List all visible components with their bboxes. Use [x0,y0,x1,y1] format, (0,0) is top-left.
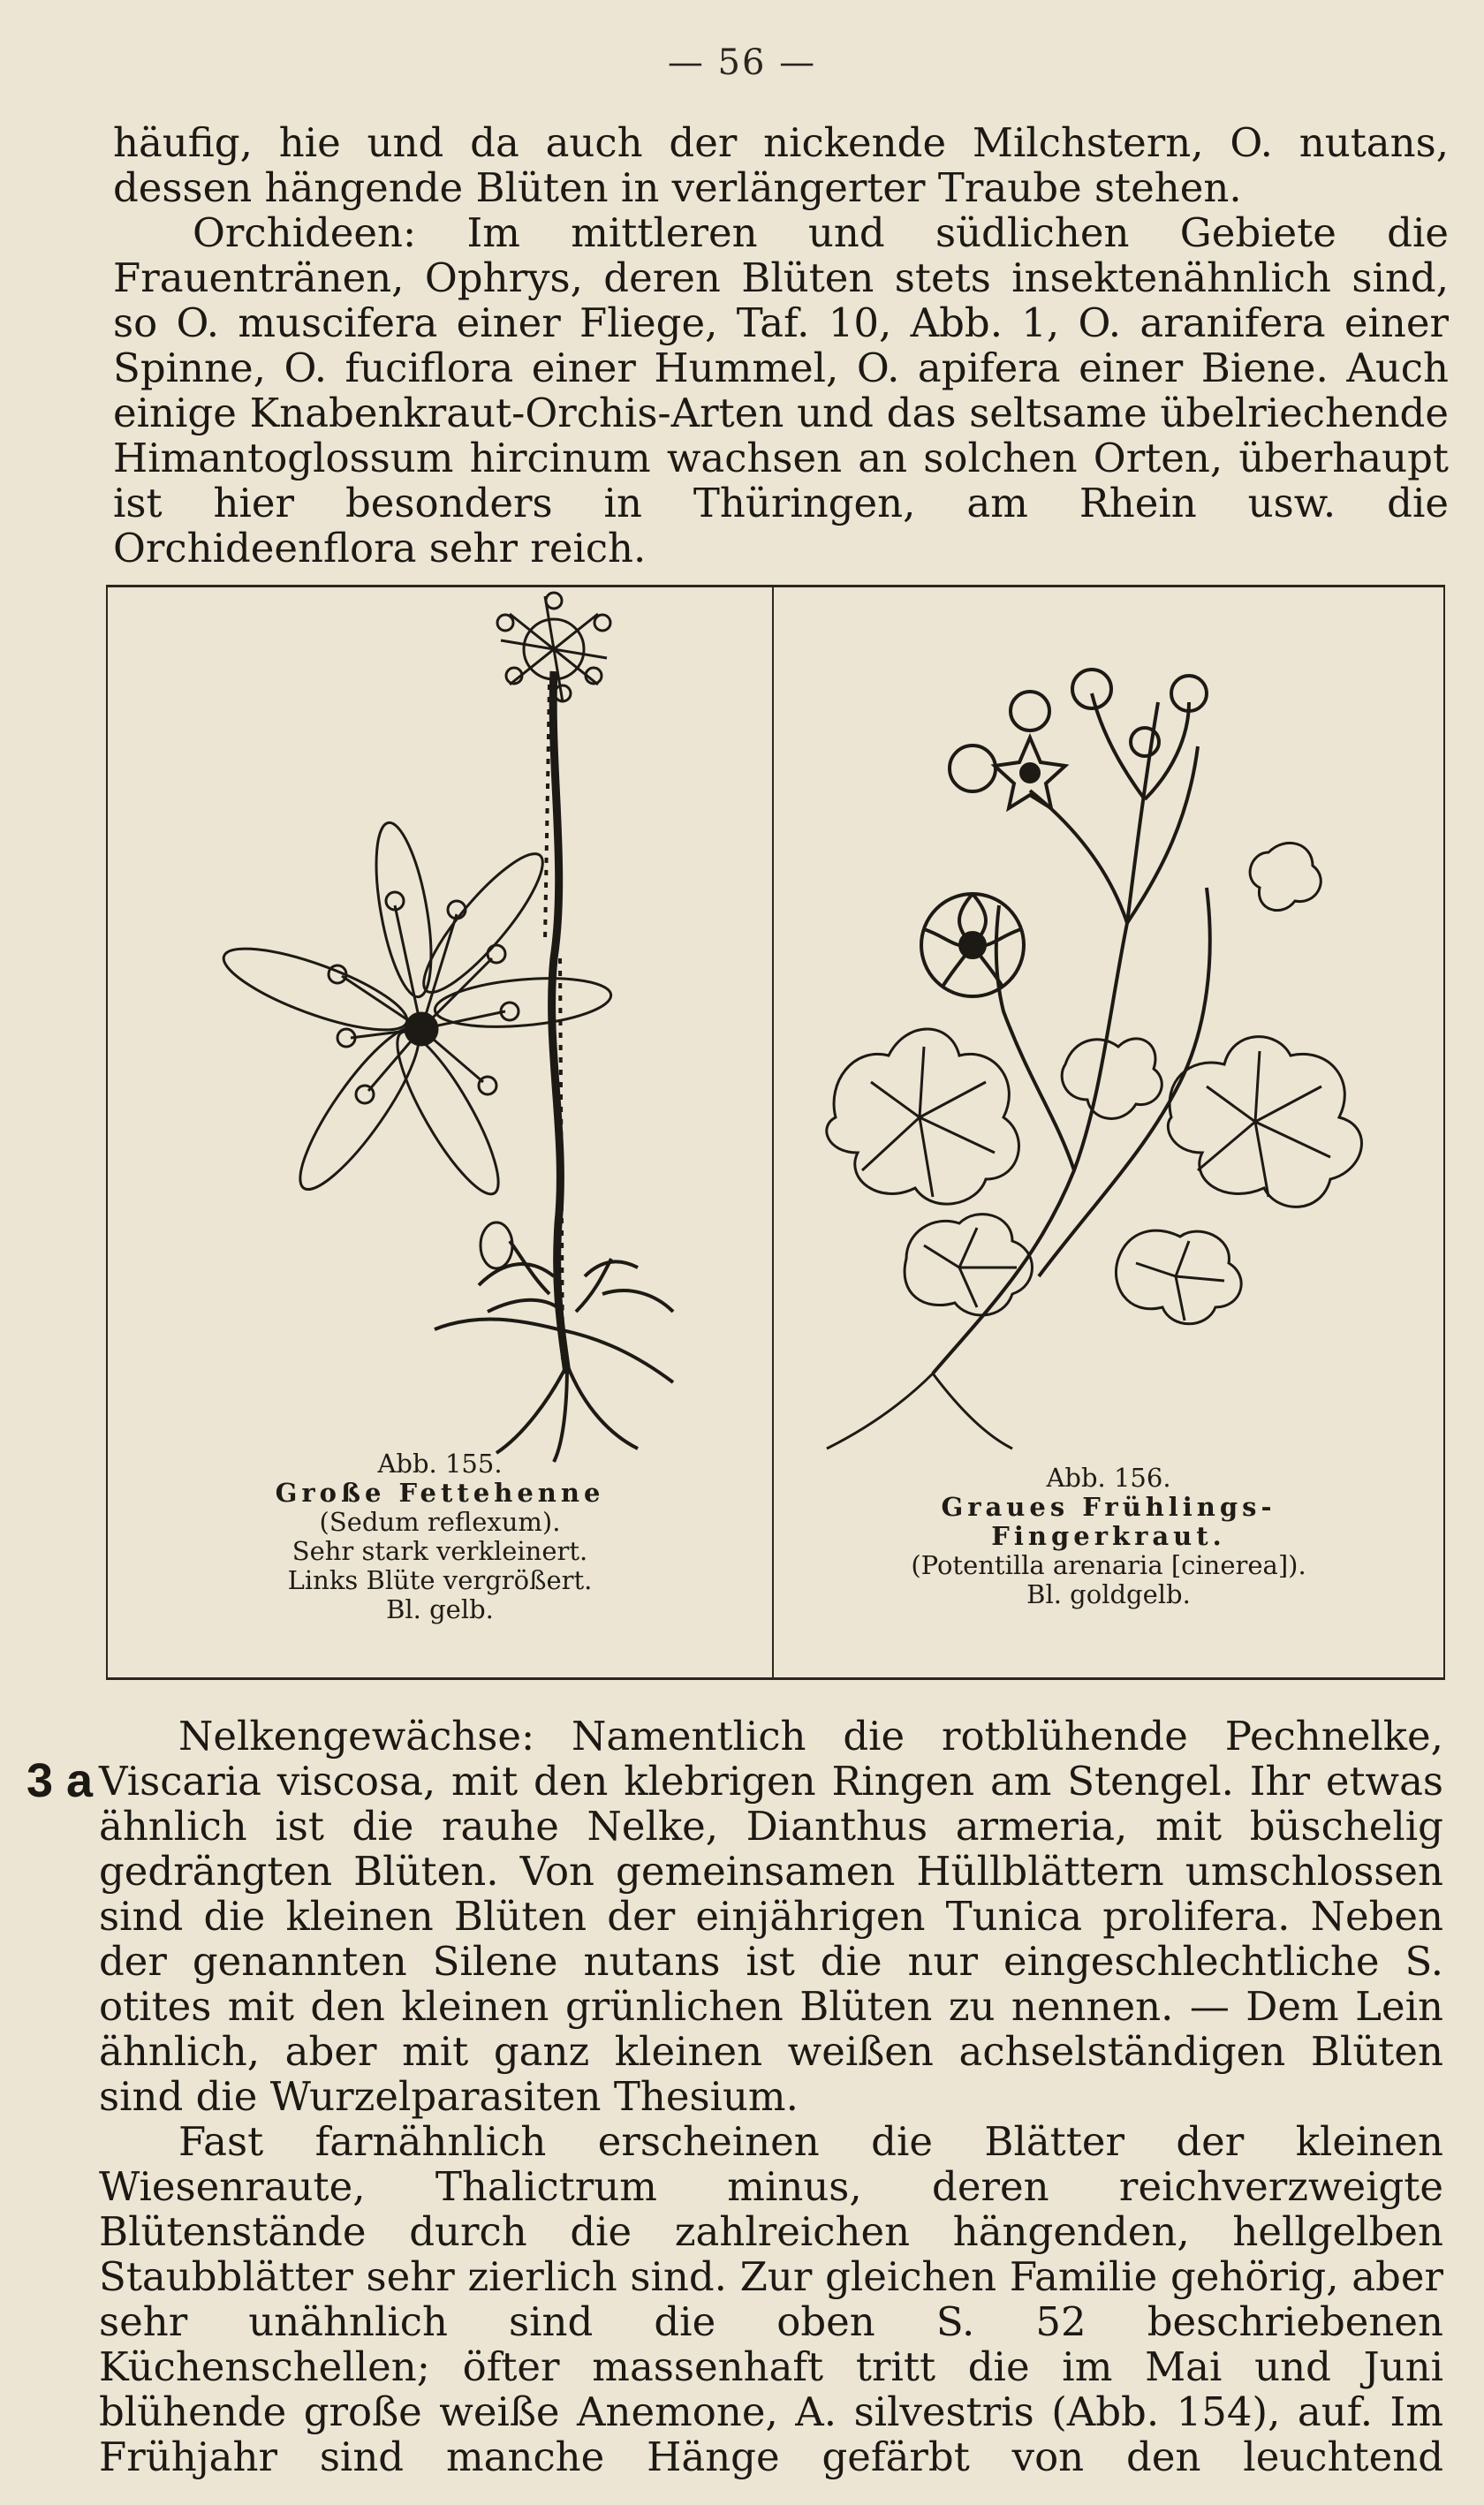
figure-number-left: Abb. 155. [377,1449,503,1479]
top-text-block [113,120,1449,571]
figure-name-left: Große Fettehenne [275,1478,605,1508]
margin-section-mark: 3 a [26,1754,94,1807]
figure-note-enlarged: Links Blüte vergrößert. [287,1565,593,1595]
figure-latin-left: (Sedum reflexum). [319,1507,561,1537]
figure-color-right: Bl. goldgelb. [1026,1579,1191,1609]
sedum-illustration [108,587,772,1480]
page-number: — 56 — [667,42,817,83]
paragraph-orchideen: Orchideen: Im mittleren und südlichen Gebiete die Frauentränen, Ophrys, deren Blüten stets insektenähnlich sind, so O. muscifera einer Fliege, Taf. 10, Abb. 1, O. aranifera einer Spinne, O. fuciflora einer Hummel, O. apifera einer Biene. Auch einige Knabenkraut-Orchis-Arten und das seltsame übelriechende Himantoglossum hircinum wachsen an solchen Orten, überhaupt ist hier besonders in Thüringen, am Rhein usw. die Orchideenflora sehr reich. [113,209,1449,571]
figure-note-scale: Sehr stark verkleinert. [292,1536,588,1566]
bottom-text-block [99,1714,1443,2479]
figure-color-left: Bl. gelb. [386,1594,494,1624]
paragraph-nelkengewaechse: Nelkengewächse: Namentlich die rotblühende Pechnelke, Viscaria viscosa, mit den klebrigen Ringen am Stengel. Ihr etwas ähnlich ist die rauhe Nelke, Dianthus armeria, mit büschelig gedrängten Blüten. Von gemeinsamen Hüllblättern umschlossen sind die kleinen Blüten der einjährigen Tunica prolifera. Neben der genannten Silene nutans ist die nur eingeschlechtliche S. otites mit den kleinen grünlichen Blüten zu nennen. — Dem Lein ähnlich, aber mit ganz kleinen weißen achselständigen Blüten sind die Wurzelparasiten Thesium. [99,1713,1443,2120]
figure-number-right: Abb. 156. [1046,1463,1171,1493]
figure-caption-left [108,1449,772,1624]
figure-latin-right: (Potentilla arenaria [cinerea]). [911,1550,1306,1580]
figure-panel-right [772,587,1445,1677]
figure-frame [106,585,1445,1680]
potentilla-illustration [774,587,1443,1480]
figure-name-right-line2: Fingerkraut. [991,1521,1226,1551]
figure-caption-right [774,1464,1443,1609]
figure-name-right-line1: Graues Frühlings- [941,1492,1276,1522]
figure-panel-left [106,587,774,1677]
paragraph-wiesenraute: Fast farnähnlich erscheinen die Blätter der kleinen Wiesenraute, Thalictrum minus, deren reichverzweigte Blütenstände durch die zahlreichen hängenden, hellgelben Staubblätter sehr zierlich sind. Zur gleichen Familie gehörig, aber sehr unähnlich sind die oben S. 52 beschriebenen Küchenschellen; öfter massenhaft tritt die im Mai und Juni blühende große weiße Anemone, A. silvestris (Abb. 154), auf. Im Frühjahr sind manche Hänge gefärbt von den leuchtend [99,2118,1443,2480]
paragraph-milchstern: häufig, hie und da auch der nickende Milchstern, O. nutans, dessen hängende Blüten in verlängerter Traube stehen. [113,119,1449,211]
